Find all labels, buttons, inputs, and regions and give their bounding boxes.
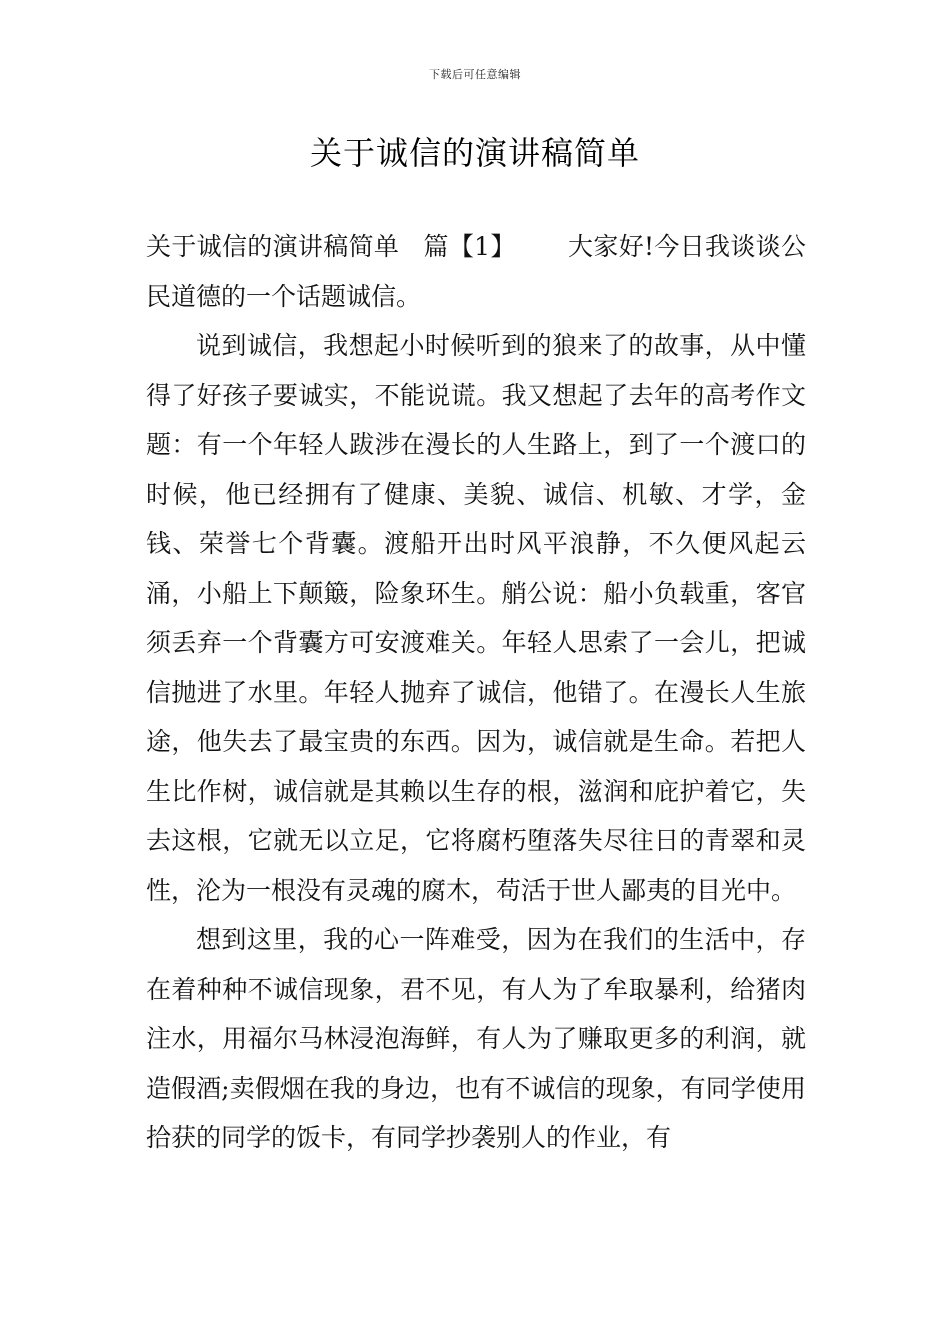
body-paragraph: 说到诚信，我想起小时候听到的狼来了的故事，从中懂得了好孩子要诚实，不能说谎。我又想起了去年的高考作文题：有一个年轻人跋涉在漫长的人生路上，到了一个渡口的时候，他已经拥有了健康、美貌、诚信、机敏、才学，金钱、荣誉七个背囊。渡船开出时风平浪静，不久便风起云涌，小船上下颠簸，险象环生。艄公说：船小负载重，客官须丢弃一个背囊方可安渡难关。年轻人思索了一会儿，把诚信抛进了水里。年轻人抛弃了诚信，他错了。在漫长人生旅途，他失去了最宝贵的东西。因为，诚信就是生命。若把人生比作树，诚信就是其赖以生存的根，滋润和庇护着它，失去这根，它就无以立足，它将腐朽堕落失尽往日的青翠和灵性，沦为一根没有灵魂的腐木，苟活于世人鄙夷的目光中。 <box>146 331 806 905</box>
document-title: 关于诚信的演讲稿简单 <box>309 134 640 172</box>
header-note: 下载后可任意编辑 <box>429 68 521 81</box>
intro-heading: 关于诚信的演讲稿简单 <box>146 232 400 261</box>
intro-greeting: 大家好!今日我谈谈公民道德的一个话题诚信。 <box>146 232 806 311</box>
intro-paragraph <box>146 222 806 321</box>
section-label: 篇【1】 <box>423 232 516 261</box>
document-body <box>146 222 806 1163</box>
body-paragraph: 想到这里，我的心一阵难受，因为在我们的生活中，存在着种种不诚信现象，君不见，有人为了牟取暴利，给猪肉注水，用福尔马林浸泡海鲜，有人为了赚取更多的利润，就造假酒;卖假烟在我的身边，也有不诚信的现象，有同学使用拾获的同学的饭卡，有同学抄袭别人的作业，有 <box>146 925 806 1152</box>
